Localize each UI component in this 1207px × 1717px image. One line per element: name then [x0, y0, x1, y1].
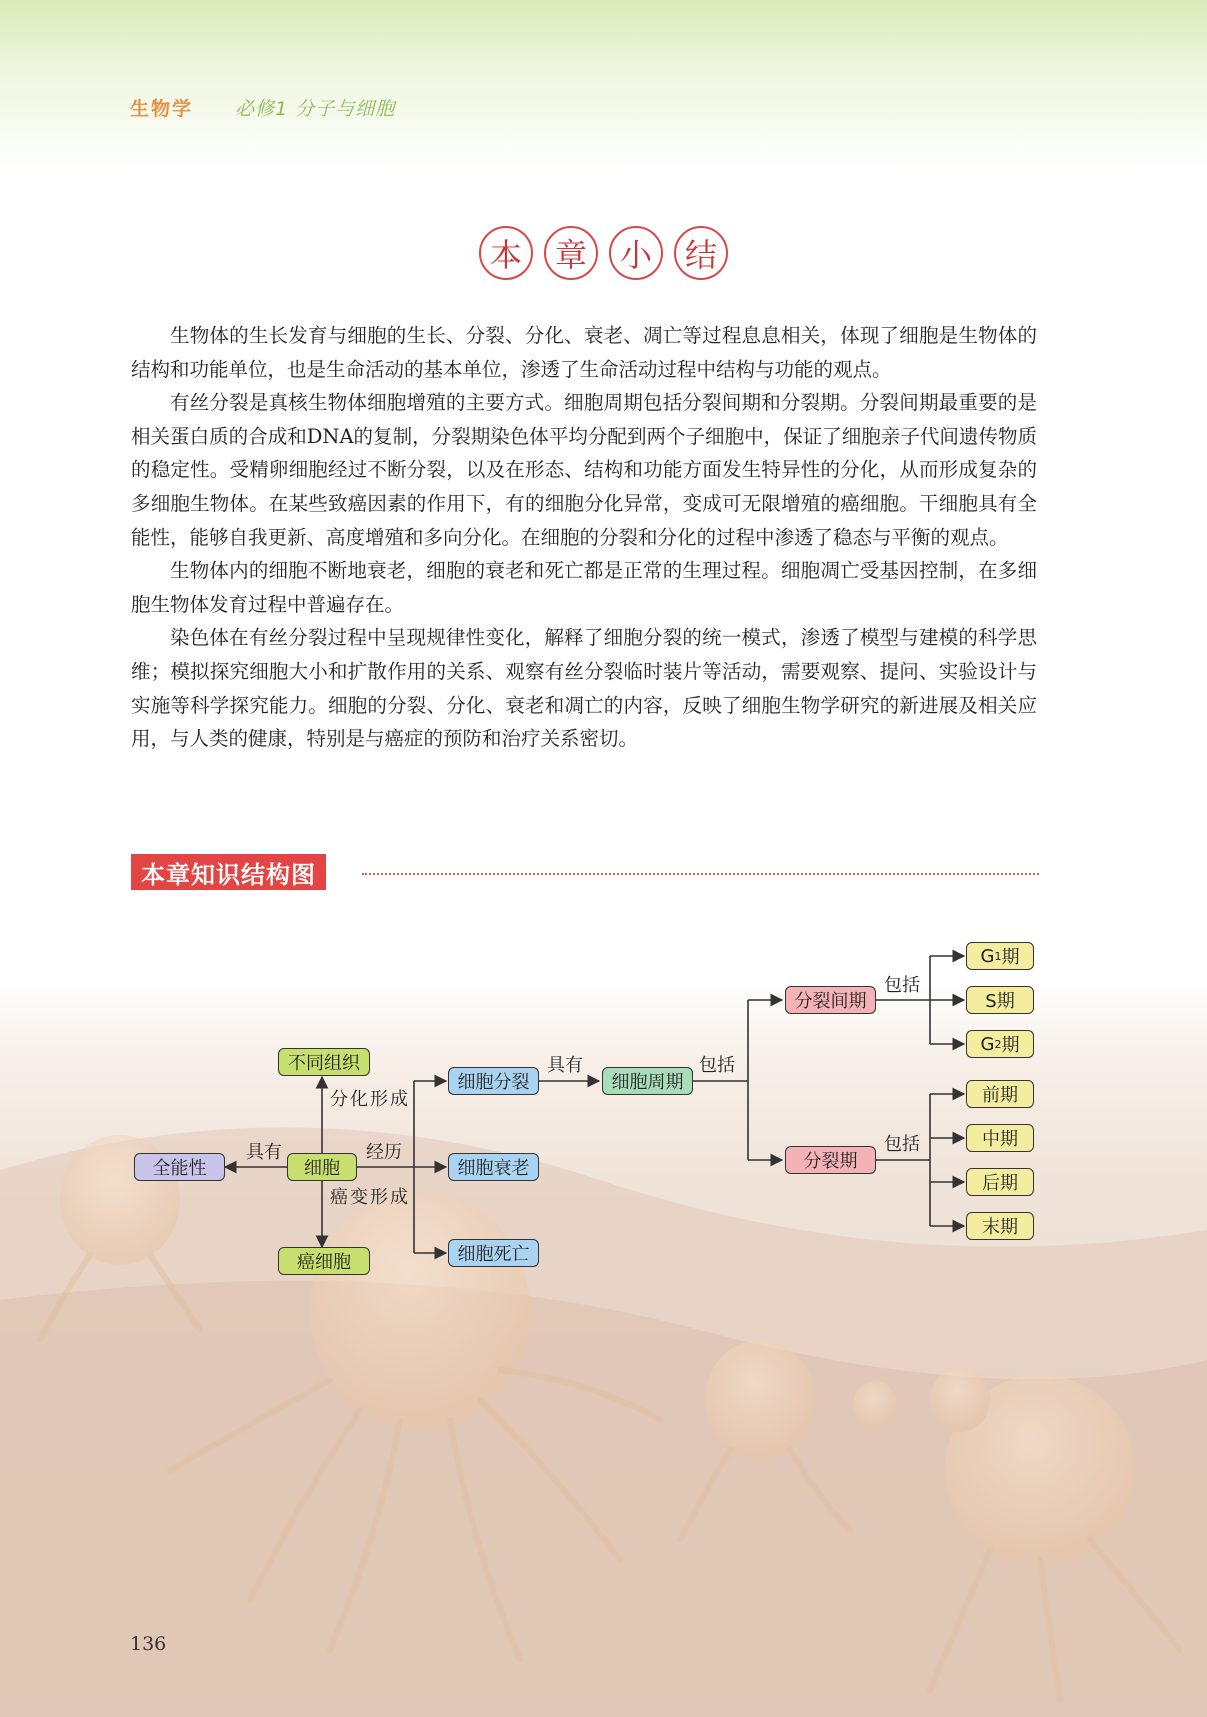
node-anaphase: 后期 [966, 1168, 1034, 1196]
node-prophase: 前期 [966, 1080, 1034, 1108]
node-metaphase: 中期 [966, 1124, 1034, 1152]
title-char: 小 [609, 226, 663, 280]
summary-paragraph: 染色体在有丝分裂过程中呈现规律性变化，解释了细胞分裂的统一模式，渗透了模型与建模的科学思维；模拟探究细胞大小和扩散作用的关系、观察有丝分裂临时装片等活动，需要观察、提问、实验设计与实施等科学探究能力。细胞的分裂、分化、衰老和凋亡的内容，反映了细胞生物学研究的新进展及相关应用，与人类的健康，特别是与癌症的预防和治疗关系密切。 [131, 626, 1037, 751]
node-interphase: 分裂间期 [785, 986, 876, 1014]
node-totipotency: 全能性 [134, 1153, 225, 1181]
node-g1-phase [966, 942, 1034, 970]
node-cancer-cell: 癌细胞 [278, 1247, 370, 1275]
node-cell-cycle: 细胞周期 [602, 1067, 693, 1095]
node-cell: 细胞 [287, 1153, 357, 1181]
label-includes-interphase: 包括 [884, 975, 920, 996]
node-s-phase: S期 [966, 986, 1034, 1014]
title-char: 章 [544, 226, 598, 280]
g2-letter: G [980, 1033, 995, 1055]
summary-paragraph: 有丝分裂是真核生物体细胞增殖的主要方式。细胞周期包括分裂间期和分裂期。分裂间期最重要的是相关蛋白质的合成和DNA的复制，分裂期染色体平均分配到两个子细胞中，保证了细胞亲子代间遗传物质的稳定性。受精卵细胞经过不断分裂，以及在形态、结构和功能方面发生特异性的分化，从而形成复杂的多细胞生物体。在某些致癌因素的作用下，有的细胞分化异常，变成可无限增殖的癌细胞。干细胞具有全能性，能够自我更新、高度增殖和多向分化。在细胞的分裂和分化的过程中渗透了稳态与平衡的观点。 [131, 391, 1037, 549]
node-cell-aging: 细胞衰老 [448, 1153, 539, 1181]
book-volume: 必修1 分子与细胞 [235, 98, 396, 120]
node-different-tissues: 不同组织 [278, 1048, 370, 1076]
label-includes-cycle: 包括 [699, 1055, 735, 1076]
node-cell-division: 细胞分裂 [448, 1067, 539, 1095]
summary-paragraph: 生物体的生长发育与细胞的生长、分裂、分化、衰老、凋亡等过程息息相关，体现了细胞是生物体的结构和功能单位，也是生命活动的基本单位，渗透了生命活动过程中结构与功能的观点。 [131, 324, 1037, 381]
g1-suffix: 期 [1001, 947, 1020, 968]
label-includes-mitotic: 包括 [884, 1134, 920, 1155]
page-number: 136 [130, 1633, 167, 1655]
label-has-totipotency: 具有 [246, 1142, 282, 1163]
node-g2-phase [966, 1030, 1034, 1058]
node-mitotic-phase: 分裂期 [785, 1146, 876, 1174]
node-cell-death: 细胞死亡 [448, 1239, 539, 1267]
label-undergoes: 经历 [366, 1142, 402, 1163]
section-heading: 本章知识结构图 [131, 854, 326, 890]
g2-subscript: 2 [994, 1037, 1002, 1051]
title-char: 结 [674, 226, 728, 280]
label-has-cell-cycle: 具有 [547, 1055, 583, 1076]
title-char: 本 [479, 226, 533, 280]
label-cancerous-forms: 癌变形成 [330, 1187, 410, 1208]
node-telophase: 末期 [966, 1212, 1034, 1240]
g1-subscript: 1 [994, 949, 1002, 963]
label-differentiation-forms: 分化形成 [330, 1089, 410, 1110]
g1-letter: G [980, 945, 995, 967]
book-subject: 生物学 [130, 98, 194, 120]
g2-suffix: 期 [1001, 1035, 1020, 1056]
summary-paragraph: 生物体内的细胞不断地衰老，细胞的衰老和死亡都是正常的生理过程。细胞凋亡受基因控制，在多细胞生物体发育过程中普遍存在。 [131, 559, 1037, 616]
